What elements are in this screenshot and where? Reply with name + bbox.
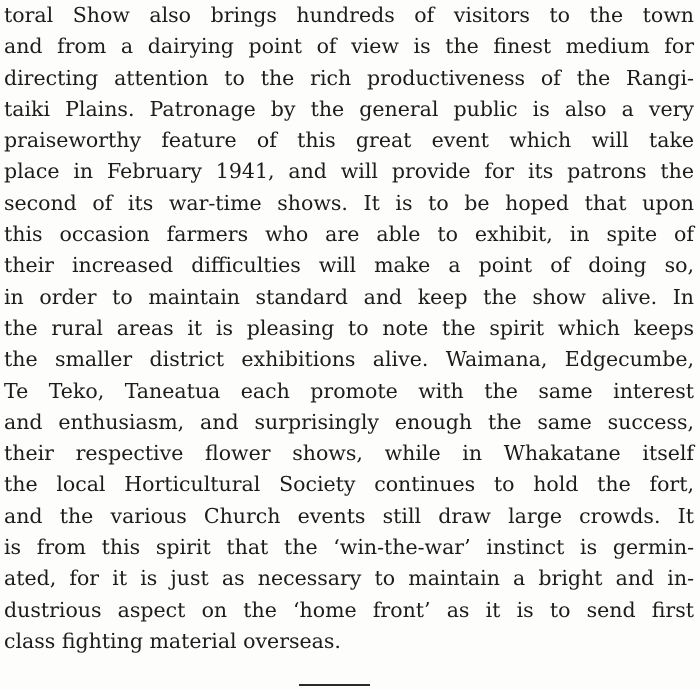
text-line-3: directing attention to the rich productiveness of the Rangi-	[4, 65, 694, 90]
text-line-21: class fighting material overseas.	[4, 628, 341, 653]
text-line-13: Te Teko, Taneatua each promote with the same interest	[4, 378, 694, 403]
text-line-18: is from this spirit that the ‘win-the-war’ instinct is germin-	[4, 535, 694, 560]
text-line-4: taiki Plains. Patronage by the general public is also a very	[4, 96, 694, 121]
text-line-12: the smaller district exhibitions alive. Waimana, Edgecumbe,	[4, 347, 694, 372]
text-line-10: in order to maintain standard and keep the show alive. In	[4, 284, 694, 309]
text-line-8: this occasion farmers who are able to exhibit, in spite of	[4, 222, 694, 247]
text-line-9: their increased difficulties will make a point of doing so,	[4, 253, 694, 278]
text-line-19: ated, for it is just as necessary to maintain a bright and in-	[4, 566, 694, 591]
article-paragraph	[4, 0, 694, 657]
text-line-15: their respective flower shows, while in Whakatane itself	[4, 441, 694, 466]
text-line-11: the rural areas it is pleasing to note the spirit which keeps	[4, 315, 694, 340]
text-line-7: second of its war-time shows. It is to be hoped that upon	[4, 190, 694, 215]
section-divider	[299, 684, 370, 686]
text-line-1: toral Show also brings hundreds of visitors to the town	[4, 3, 694, 27]
text-line-16: the local Horticultural Society continues to hold the fort,	[4, 472, 694, 497]
text-line-14: and enthusiasm, and surprisingly enough the same success,	[4, 409, 694, 434]
text-line-17: and the various Church events still draw large crowds. It	[4, 503, 694, 528]
text-line-2: and from a dairying point of view is the finest medium for	[4, 34, 694, 59]
text-line-20: dustrious aspect on the ‘home front’ as it is to send first	[4, 597, 694, 622]
text-line-6: place in February 1941, and will provide for its patrons the	[4, 159, 694, 184]
text-line-5: praiseworthy feature of this great event which will take	[4, 128, 694, 153]
